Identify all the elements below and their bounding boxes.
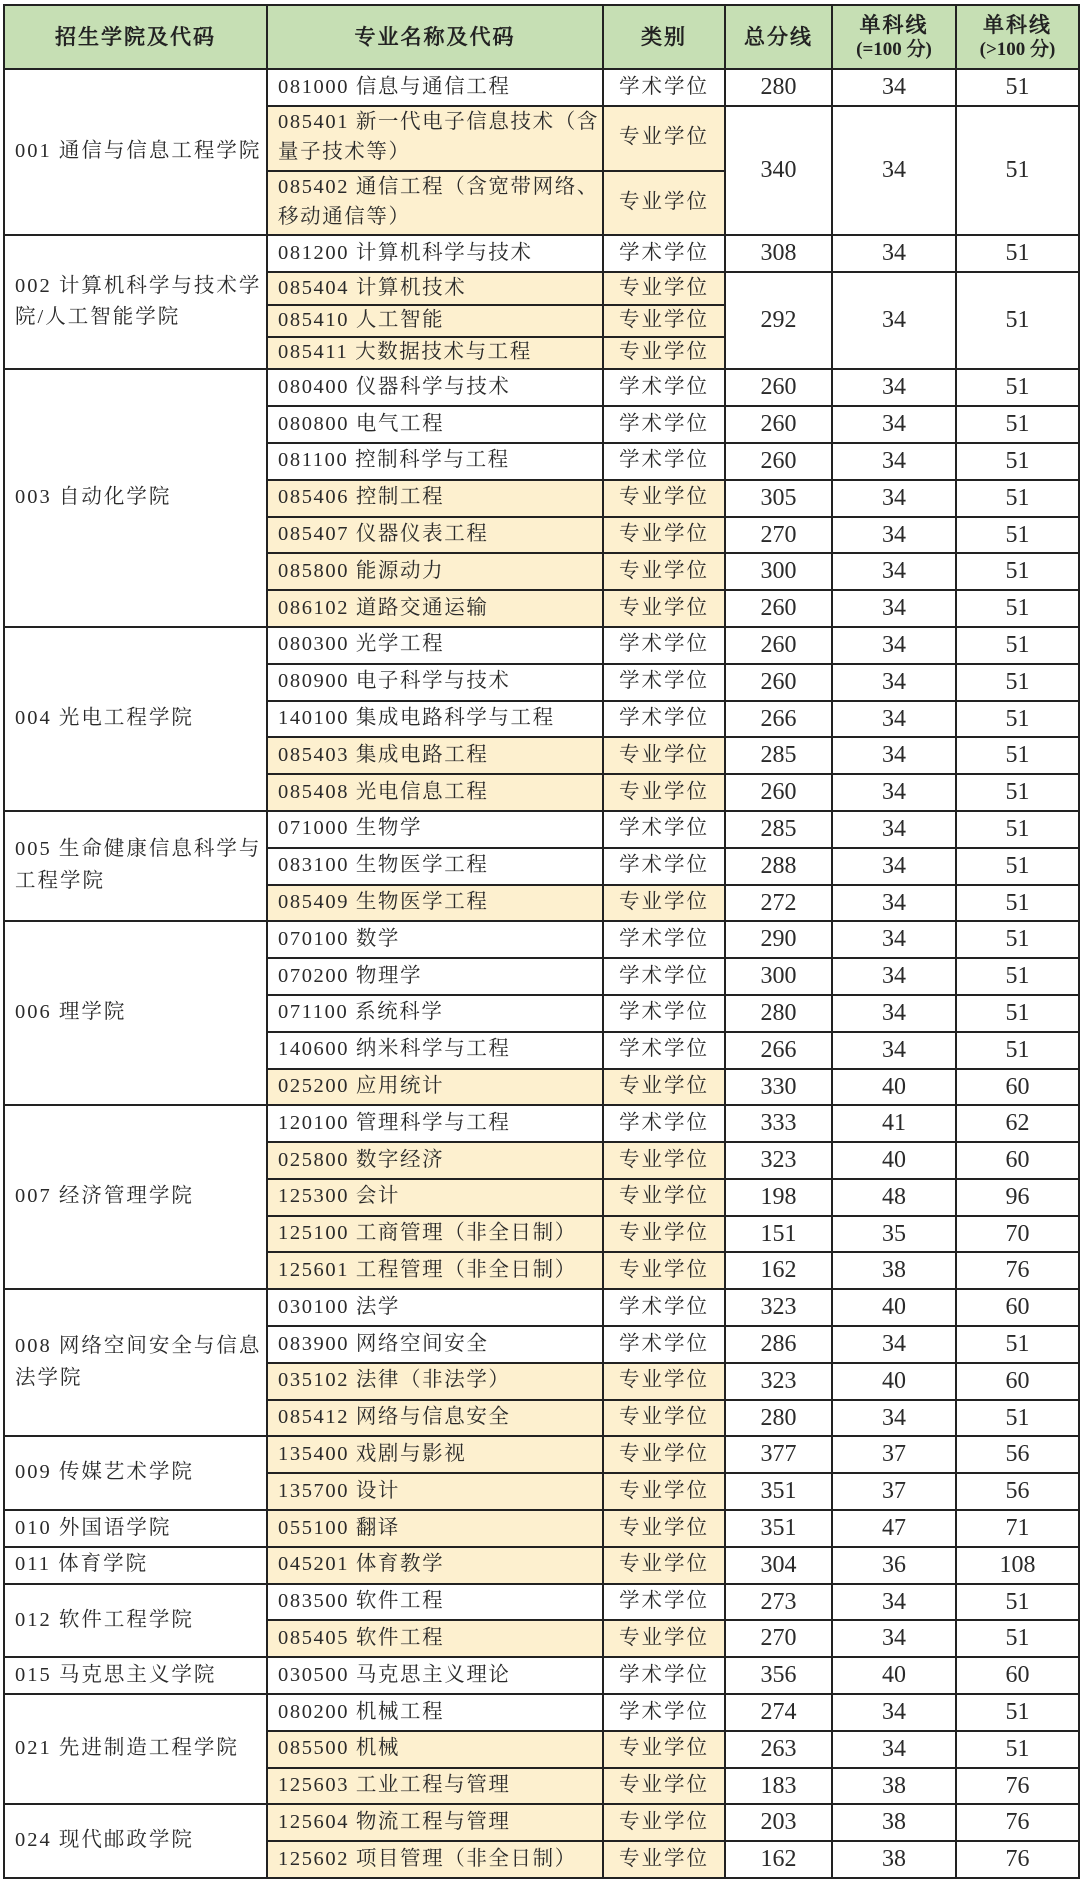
single-eq100-cell: 34 bbox=[832, 1620, 956, 1657]
table-row bbox=[4, 1694, 1079, 1731]
single-eq100-cell: 34 bbox=[832, 627, 956, 664]
single-gt100-cell: 51 bbox=[956, 995, 1079, 1032]
kind-cell: 学术学位 bbox=[603, 921, 725, 958]
single-eq100-cell: 38 bbox=[832, 1804, 956, 1841]
kind-cell: 学术学位 bbox=[603, 406, 725, 443]
college-cell: 011 体育学院 bbox=[4, 1547, 267, 1584]
kind-cell: 专业学位 bbox=[603, 1731, 725, 1768]
single-eq100-cell: 34 bbox=[832, 553, 956, 590]
college-cell: 024 现代邮政学院 bbox=[4, 1804, 267, 1878]
major-cell: 125100 工商管理（非全日制） bbox=[267, 1216, 603, 1253]
single-gt100-cell: 56 bbox=[956, 1436, 1079, 1473]
kind-cell: 专业学位 bbox=[603, 885, 725, 922]
major-cell: 085401 新一代电子信息技术（含量子技术等） bbox=[267, 106, 603, 171]
single-eq100-cell: 38 bbox=[832, 1768, 956, 1805]
kind-cell: 学术学位 bbox=[603, 701, 725, 738]
college-cell: 010 外国语学院 bbox=[4, 1510, 267, 1547]
total-score-cell: 260 bbox=[725, 443, 832, 480]
single-eq100-cell: 38 bbox=[832, 1841, 956, 1878]
total-score-cell: 356 bbox=[725, 1657, 832, 1694]
major-cell: 085402 通信工程（含宽带网络、移动通信等） bbox=[267, 171, 603, 236]
single-eq100-cell: 36 bbox=[832, 1547, 956, 1584]
total-score-cell: 351 bbox=[725, 1473, 832, 1510]
major-cell: 071100 系统科学 bbox=[267, 995, 603, 1032]
single-eq100-cell: 40 bbox=[832, 1289, 956, 1326]
single-eq100-cell: 35 bbox=[832, 1216, 956, 1253]
college-cell: 009 传媒艺术学院 bbox=[4, 1436, 267, 1510]
header-single-gt100-title: 单科线 bbox=[983, 13, 1052, 37]
total-score-cell: 323 bbox=[725, 1363, 832, 1400]
single-gt100-cell: 51 bbox=[956, 1032, 1079, 1069]
header-kind: 类别 bbox=[603, 5, 725, 69]
kind-cell: 学术学位 bbox=[603, 664, 725, 701]
kind-cell: 专业学位 bbox=[603, 1841, 725, 1878]
single-gt100-cell: 60 bbox=[956, 1069, 1079, 1106]
kind-cell: 专业学位 bbox=[603, 272, 725, 304]
single-gt100-cell: 51 bbox=[956, 106, 1079, 236]
table-row bbox=[4, 1804, 1079, 1841]
single-gt100-cell: 51 bbox=[956, 272, 1079, 369]
major-cell: 055100 翻译 bbox=[267, 1510, 603, 1547]
table-row bbox=[4, 369, 1079, 406]
major-cell: 071000 生物学 bbox=[267, 811, 603, 848]
total-score-cell: 308 bbox=[725, 235, 832, 272]
major-cell: 085800 能源动力 bbox=[267, 553, 603, 590]
table-row bbox=[4, 235, 1079, 272]
kind-cell: 专业学位 bbox=[603, 337, 725, 369]
kind-cell: 专业学位 bbox=[603, 171, 725, 236]
total-score-cell: 292 bbox=[725, 272, 832, 369]
kind-cell: 专业学位 bbox=[603, 1768, 725, 1805]
major-cell: 081100 控制科学与工程 bbox=[267, 443, 603, 480]
header-single-eq100-title: 单科线 bbox=[859, 13, 929, 37]
single-eq100-cell: 34 bbox=[832, 443, 956, 480]
college-cell: 021 先进制造工程学院 bbox=[4, 1694, 267, 1804]
single-eq100-cell: 37 bbox=[832, 1436, 956, 1473]
total-score-cell: 260 bbox=[725, 590, 832, 627]
single-eq100-cell: 34 bbox=[832, 664, 956, 701]
total-score-cell: 270 bbox=[725, 1620, 832, 1657]
single-gt100-cell: 71 bbox=[956, 1510, 1079, 1547]
major-cell: 035102 法律（非法学） bbox=[267, 1363, 603, 1400]
kind-cell: 专业学位 bbox=[603, 590, 725, 627]
major-cell: 070200 物理学 bbox=[267, 958, 603, 995]
kind-cell: 学术学位 bbox=[603, 1032, 725, 1069]
kind-cell: 学术学位 bbox=[603, 235, 725, 272]
college-cell: 001 通信与信息工程学院 bbox=[4, 69, 267, 235]
table-row bbox=[4, 1510, 1079, 1547]
single-gt100-cell: 60 bbox=[956, 1289, 1079, 1326]
kind-cell: 学术学位 bbox=[603, 1289, 725, 1326]
single-gt100-cell: 51 bbox=[956, 1694, 1079, 1731]
header-row bbox=[4, 5, 1079, 69]
college-cell: 005 生命健康信息科学与工程学院 bbox=[4, 811, 267, 921]
kind-cell: 专业学位 bbox=[603, 553, 725, 590]
table-row bbox=[4, 811, 1079, 848]
kind-cell: 专业学位 bbox=[603, 1400, 725, 1437]
single-gt100-cell: 76 bbox=[956, 1252, 1079, 1289]
major-cell: 081200 计算机科学与技术 bbox=[267, 235, 603, 272]
kind-cell: 学术学位 bbox=[603, 1326, 725, 1363]
single-gt100-cell: 51 bbox=[956, 1400, 1079, 1437]
single-eq100-cell: 34 bbox=[832, 811, 956, 848]
single-eq100-cell: 41 bbox=[832, 1105, 956, 1142]
total-score-cell: 330 bbox=[725, 1069, 832, 1106]
single-gt100-cell: 51 bbox=[956, 737, 1079, 774]
major-cell: 083500 软件工程 bbox=[267, 1584, 603, 1621]
kind-cell: 学术学位 bbox=[603, 811, 725, 848]
major-cell: 085405 软件工程 bbox=[267, 1620, 603, 1657]
single-gt100-cell: 60 bbox=[956, 1657, 1079, 1694]
header-single-gt100-sub: (>100 分) bbox=[979, 39, 1056, 61]
major-cell: 120100 管理科学与工程 bbox=[267, 1105, 603, 1142]
single-eq100-cell: 34 bbox=[832, 921, 956, 958]
total-score-cell: 260 bbox=[725, 369, 832, 406]
single-eq100-cell: 34 bbox=[832, 737, 956, 774]
total-score-cell: 280 bbox=[725, 1400, 832, 1437]
single-eq100-cell: 34 bbox=[832, 517, 956, 554]
major-cell: 030500 马克思主义理论 bbox=[267, 1657, 603, 1694]
major-cell: 083900 网络空间安全 bbox=[267, 1326, 603, 1363]
table-row bbox=[4, 1105, 1079, 1142]
kind-cell: 学术学位 bbox=[603, 1105, 725, 1142]
kind-cell: 专业学位 bbox=[603, 480, 725, 517]
single-gt100-cell: 51 bbox=[956, 553, 1079, 590]
single-gt100-cell: 60 bbox=[956, 1363, 1079, 1400]
college-cell: 007 经济管理学院 bbox=[4, 1105, 267, 1289]
total-score-cell: 270 bbox=[725, 517, 832, 554]
single-gt100-cell: 51 bbox=[956, 235, 1079, 272]
single-eq100-cell: 34 bbox=[832, 69, 956, 106]
major-cell: 080300 光学工程 bbox=[267, 627, 603, 664]
kind-cell: 学术学位 bbox=[603, 995, 725, 1032]
kind-cell: 学术学位 bbox=[603, 369, 725, 406]
single-eq100-cell: 34 bbox=[832, 958, 956, 995]
single-gt100-cell: 51 bbox=[956, 69, 1079, 106]
major-cell: 140100 集成电路科学与工程 bbox=[267, 701, 603, 738]
table-row bbox=[4, 1436, 1079, 1473]
total-score-cell: 285 bbox=[725, 811, 832, 848]
single-eq100-cell: 47 bbox=[832, 1510, 956, 1547]
kind-cell: 专业学位 bbox=[603, 1473, 725, 1510]
college-cell: 003 自动化学院 bbox=[4, 369, 267, 627]
single-eq100-cell: 40 bbox=[832, 1142, 956, 1179]
single-gt100-cell: 51 bbox=[956, 369, 1079, 406]
college-cell: 012 软件工程学院 bbox=[4, 1584, 267, 1658]
kind-cell: 专业学位 bbox=[603, 1069, 725, 1106]
major-cell: 025800 数字经济 bbox=[267, 1142, 603, 1179]
header-major: 专业名称及代码 bbox=[267, 5, 603, 69]
header-single-eq100-sub: (=100 分) bbox=[856, 39, 932, 61]
major-cell: 125602 项目管理（非全日制） bbox=[267, 1841, 603, 1878]
major-cell: 080900 电子科学与技术 bbox=[267, 664, 603, 701]
major-cell: 135400 戏剧与影视 bbox=[267, 1436, 603, 1473]
kind-cell: 学术学位 bbox=[603, 627, 725, 664]
single-gt100-cell: 51 bbox=[956, 885, 1079, 922]
single-eq100-cell: 37 bbox=[832, 1473, 956, 1510]
single-gt100-cell: 51 bbox=[956, 958, 1079, 995]
single-eq100-cell: 40 bbox=[832, 1657, 956, 1694]
single-gt100-cell: 51 bbox=[956, 1620, 1079, 1657]
total-score-cell: 323 bbox=[725, 1142, 832, 1179]
single-gt100-cell: 76 bbox=[956, 1768, 1079, 1805]
single-eq100-cell: 34 bbox=[832, 1584, 956, 1621]
kind-cell: 专业学位 bbox=[603, 1804, 725, 1841]
single-gt100-cell: 51 bbox=[956, 921, 1079, 958]
header-single-eq100 bbox=[832, 5, 956, 69]
college-cell: 006 理学院 bbox=[4, 921, 267, 1105]
single-gt100-cell: 51 bbox=[956, 848, 1079, 885]
kind-cell: 学术学位 bbox=[603, 1584, 725, 1621]
total-score-cell: 183 bbox=[725, 1768, 832, 1805]
total-score-cell: 280 bbox=[725, 995, 832, 1032]
total-score-cell: 280 bbox=[725, 69, 832, 106]
total-score-cell: 274 bbox=[725, 1694, 832, 1731]
major-cell: 080400 仪器科学与技术 bbox=[267, 369, 603, 406]
single-gt100-cell: 51 bbox=[956, 517, 1079, 554]
total-score-cell: 260 bbox=[725, 406, 832, 443]
total-score-cell: 377 bbox=[725, 1436, 832, 1473]
single-gt100-cell: 51 bbox=[956, 774, 1079, 811]
single-eq100-cell: 34 bbox=[832, 774, 956, 811]
major-cell: 085408 光电信息工程 bbox=[267, 774, 603, 811]
single-eq100-cell: 34 bbox=[832, 1400, 956, 1437]
total-score-cell: 260 bbox=[725, 627, 832, 664]
kind-cell: 专业学位 bbox=[603, 1510, 725, 1547]
kind-cell: 专业学位 bbox=[603, 737, 725, 774]
college-cell: 004 光电工程学院 bbox=[4, 627, 267, 811]
total-score-cell: 272 bbox=[725, 885, 832, 922]
table-row bbox=[4, 1584, 1079, 1621]
single-eq100-cell: 34 bbox=[832, 701, 956, 738]
total-score-cell: 263 bbox=[725, 1731, 832, 1768]
major-cell: 085406 控制工程 bbox=[267, 480, 603, 517]
table-row bbox=[4, 921, 1079, 958]
total-score-cell: 323 bbox=[725, 1289, 832, 1326]
header-total: 总分线 bbox=[725, 5, 832, 69]
major-cell: 085500 机械 bbox=[267, 1731, 603, 1768]
major-cell: 080800 电气工程 bbox=[267, 406, 603, 443]
single-eq100-cell: 34 bbox=[832, 1032, 956, 1069]
single-eq100-cell: 34 bbox=[832, 590, 956, 627]
single-gt100-cell: 51 bbox=[956, 701, 1079, 738]
major-cell: 125603 工业工程与管理 bbox=[267, 1768, 603, 1805]
total-score-cell: 333 bbox=[725, 1105, 832, 1142]
kind-cell: 专业学位 bbox=[603, 1620, 725, 1657]
single-eq100-cell: 34 bbox=[832, 235, 956, 272]
kind-cell: 专业学位 bbox=[603, 1547, 725, 1584]
total-score-cell: 351 bbox=[725, 1510, 832, 1547]
major-cell: 025200 应用统计 bbox=[267, 1069, 603, 1106]
single-gt100-cell: 76 bbox=[956, 1804, 1079, 1841]
total-score-cell: 305 bbox=[725, 480, 832, 517]
kind-cell: 专业学位 bbox=[603, 1436, 725, 1473]
total-score-cell: 288 bbox=[725, 848, 832, 885]
college-cell: 008 网络空间安全与信息法学院 bbox=[4, 1289, 267, 1436]
single-eq100-cell: 40 bbox=[832, 1069, 956, 1106]
total-score-cell: 266 bbox=[725, 1032, 832, 1069]
single-eq100-cell: 34 bbox=[832, 106, 956, 236]
single-eq100-cell: 34 bbox=[832, 272, 956, 369]
total-score-cell: 260 bbox=[725, 664, 832, 701]
kind-cell: 专业学位 bbox=[603, 1142, 725, 1179]
table-body bbox=[4, 69, 1079, 1878]
major-cell: 085403 集成电路工程 bbox=[267, 737, 603, 774]
table-row bbox=[4, 627, 1079, 664]
total-score-cell: 340 bbox=[725, 106, 832, 236]
major-cell: 083100 生物医学工程 bbox=[267, 848, 603, 885]
major-cell: 140600 纳米科学与工程 bbox=[267, 1032, 603, 1069]
single-gt100-cell: 96 bbox=[956, 1179, 1079, 1216]
kind-cell: 专业学位 bbox=[603, 517, 725, 554]
major-cell: 085410 人工智能 bbox=[267, 305, 603, 337]
single-eq100-cell: 34 bbox=[832, 1694, 956, 1731]
single-eq100-cell: 34 bbox=[832, 995, 956, 1032]
single-gt100-cell: 51 bbox=[956, 627, 1079, 664]
major-cell: 030100 法学 bbox=[267, 1289, 603, 1326]
kind-cell: 专业学位 bbox=[603, 774, 725, 811]
single-gt100-cell: 51 bbox=[956, 590, 1079, 627]
major-cell: 135700 设计 bbox=[267, 1473, 603, 1510]
kind-cell: 专业学位 bbox=[603, 1363, 725, 1400]
table-row bbox=[4, 69, 1079, 106]
major-cell: 125604 物流工程与管理 bbox=[267, 1804, 603, 1841]
single-gt100-cell: 51 bbox=[956, 1731, 1079, 1768]
major-cell: 070100 数学 bbox=[267, 921, 603, 958]
single-gt100-cell: 51 bbox=[956, 443, 1079, 480]
major-cell: 085411 大数据技术与工程 bbox=[267, 337, 603, 369]
header-college: 招生学院及代码 bbox=[4, 5, 267, 69]
total-score-cell: 304 bbox=[725, 1547, 832, 1584]
single-gt100-cell: 51 bbox=[956, 406, 1079, 443]
college-cell: 002 计算机科学与技术学院/人工智能学院 bbox=[4, 235, 267, 369]
single-gt100-cell: 51 bbox=[956, 1326, 1079, 1363]
major-cell: 125601 工程管理（非全日制） bbox=[267, 1252, 603, 1289]
single-gt100-cell: 51 bbox=[956, 1584, 1079, 1621]
total-score-cell: 300 bbox=[725, 553, 832, 590]
single-eq100-cell: 34 bbox=[832, 369, 956, 406]
total-score-cell: 300 bbox=[725, 958, 832, 995]
kind-cell: 学术学位 bbox=[603, 69, 725, 106]
kind-cell: 专业学位 bbox=[603, 1179, 725, 1216]
total-score-cell: 203 bbox=[725, 1804, 832, 1841]
major-cell: 086102 道路交通运输 bbox=[267, 590, 603, 627]
single-gt100-cell: 60 bbox=[956, 1142, 1079, 1179]
major-cell: 045201 体育教学 bbox=[267, 1547, 603, 1584]
major-cell: 085407 仪器仪表工程 bbox=[267, 517, 603, 554]
single-eq100-cell: 34 bbox=[832, 885, 956, 922]
single-eq100-cell: 48 bbox=[832, 1179, 956, 1216]
single-eq100-cell: 34 bbox=[832, 480, 956, 517]
kind-cell: 专业学位 bbox=[603, 1216, 725, 1253]
total-score-cell: 290 bbox=[725, 921, 832, 958]
single-eq100-cell: 38 bbox=[832, 1252, 956, 1289]
single-eq100-cell: 40 bbox=[832, 1363, 956, 1400]
major-cell: 085412 网络与信息安全 bbox=[267, 1400, 603, 1437]
single-eq100-cell: 34 bbox=[832, 1326, 956, 1363]
total-score-cell: 151 bbox=[725, 1216, 832, 1253]
single-gt100-cell: 76 bbox=[956, 1841, 1079, 1878]
table-row bbox=[4, 1289, 1079, 1326]
total-score-cell: 198 bbox=[725, 1179, 832, 1216]
major-cell: 085409 生物医学工程 bbox=[267, 885, 603, 922]
kind-cell: 专业学位 bbox=[603, 106, 725, 171]
kind-cell: 学术学位 bbox=[603, 1657, 725, 1694]
single-gt100-cell: 51 bbox=[956, 811, 1079, 848]
major-cell: 085404 计算机技术 bbox=[267, 272, 603, 304]
total-score-cell: 162 bbox=[725, 1252, 832, 1289]
kind-cell: 学术学位 bbox=[603, 443, 725, 480]
header-single-gt100 bbox=[956, 5, 1079, 69]
single-gt100-cell: 70 bbox=[956, 1216, 1079, 1253]
total-score-cell: 273 bbox=[725, 1584, 832, 1621]
single-gt100-cell: 51 bbox=[956, 664, 1079, 701]
total-score-cell: 162 bbox=[725, 1841, 832, 1878]
total-score-cell: 286 bbox=[725, 1326, 832, 1363]
single-gt100-cell: 56 bbox=[956, 1473, 1079, 1510]
single-gt100-cell: 108 bbox=[956, 1547, 1079, 1584]
single-gt100-cell: 51 bbox=[956, 480, 1079, 517]
single-eq100-cell: 34 bbox=[832, 1731, 956, 1768]
total-score-cell: 285 bbox=[725, 737, 832, 774]
table-row bbox=[4, 1657, 1079, 1694]
major-cell: 125300 会计 bbox=[267, 1179, 603, 1216]
major-cell: 080200 机械工程 bbox=[267, 1694, 603, 1731]
kind-cell: 专业学位 bbox=[603, 1252, 725, 1289]
total-score-cell: 266 bbox=[725, 701, 832, 738]
single-eq100-cell: 34 bbox=[832, 848, 956, 885]
score-line-table bbox=[3, 4, 1080, 1879]
single-eq100-cell: 34 bbox=[832, 406, 956, 443]
single-gt100-cell: 62 bbox=[956, 1105, 1079, 1142]
major-cell: 081000 信息与通信工程 bbox=[267, 69, 603, 106]
kind-cell: 学术学位 bbox=[603, 958, 725, 995]
kind-cell: 学术学位 bbox=[603, 1694, 725, 1731]
college-cell: 015 马克思主义学院 bbox=[4, 1657, 267, 1694]
kind-cell: 学术学位 bbox=[603, 848, 725, 885]
total-score-cell: 260 bbox=[725, 774, 832, 811]
table-row bbox=[4, 1547, 1079, 1584]
kind-cell: 专业学位 bbox=[603, 305, 725, 337]
